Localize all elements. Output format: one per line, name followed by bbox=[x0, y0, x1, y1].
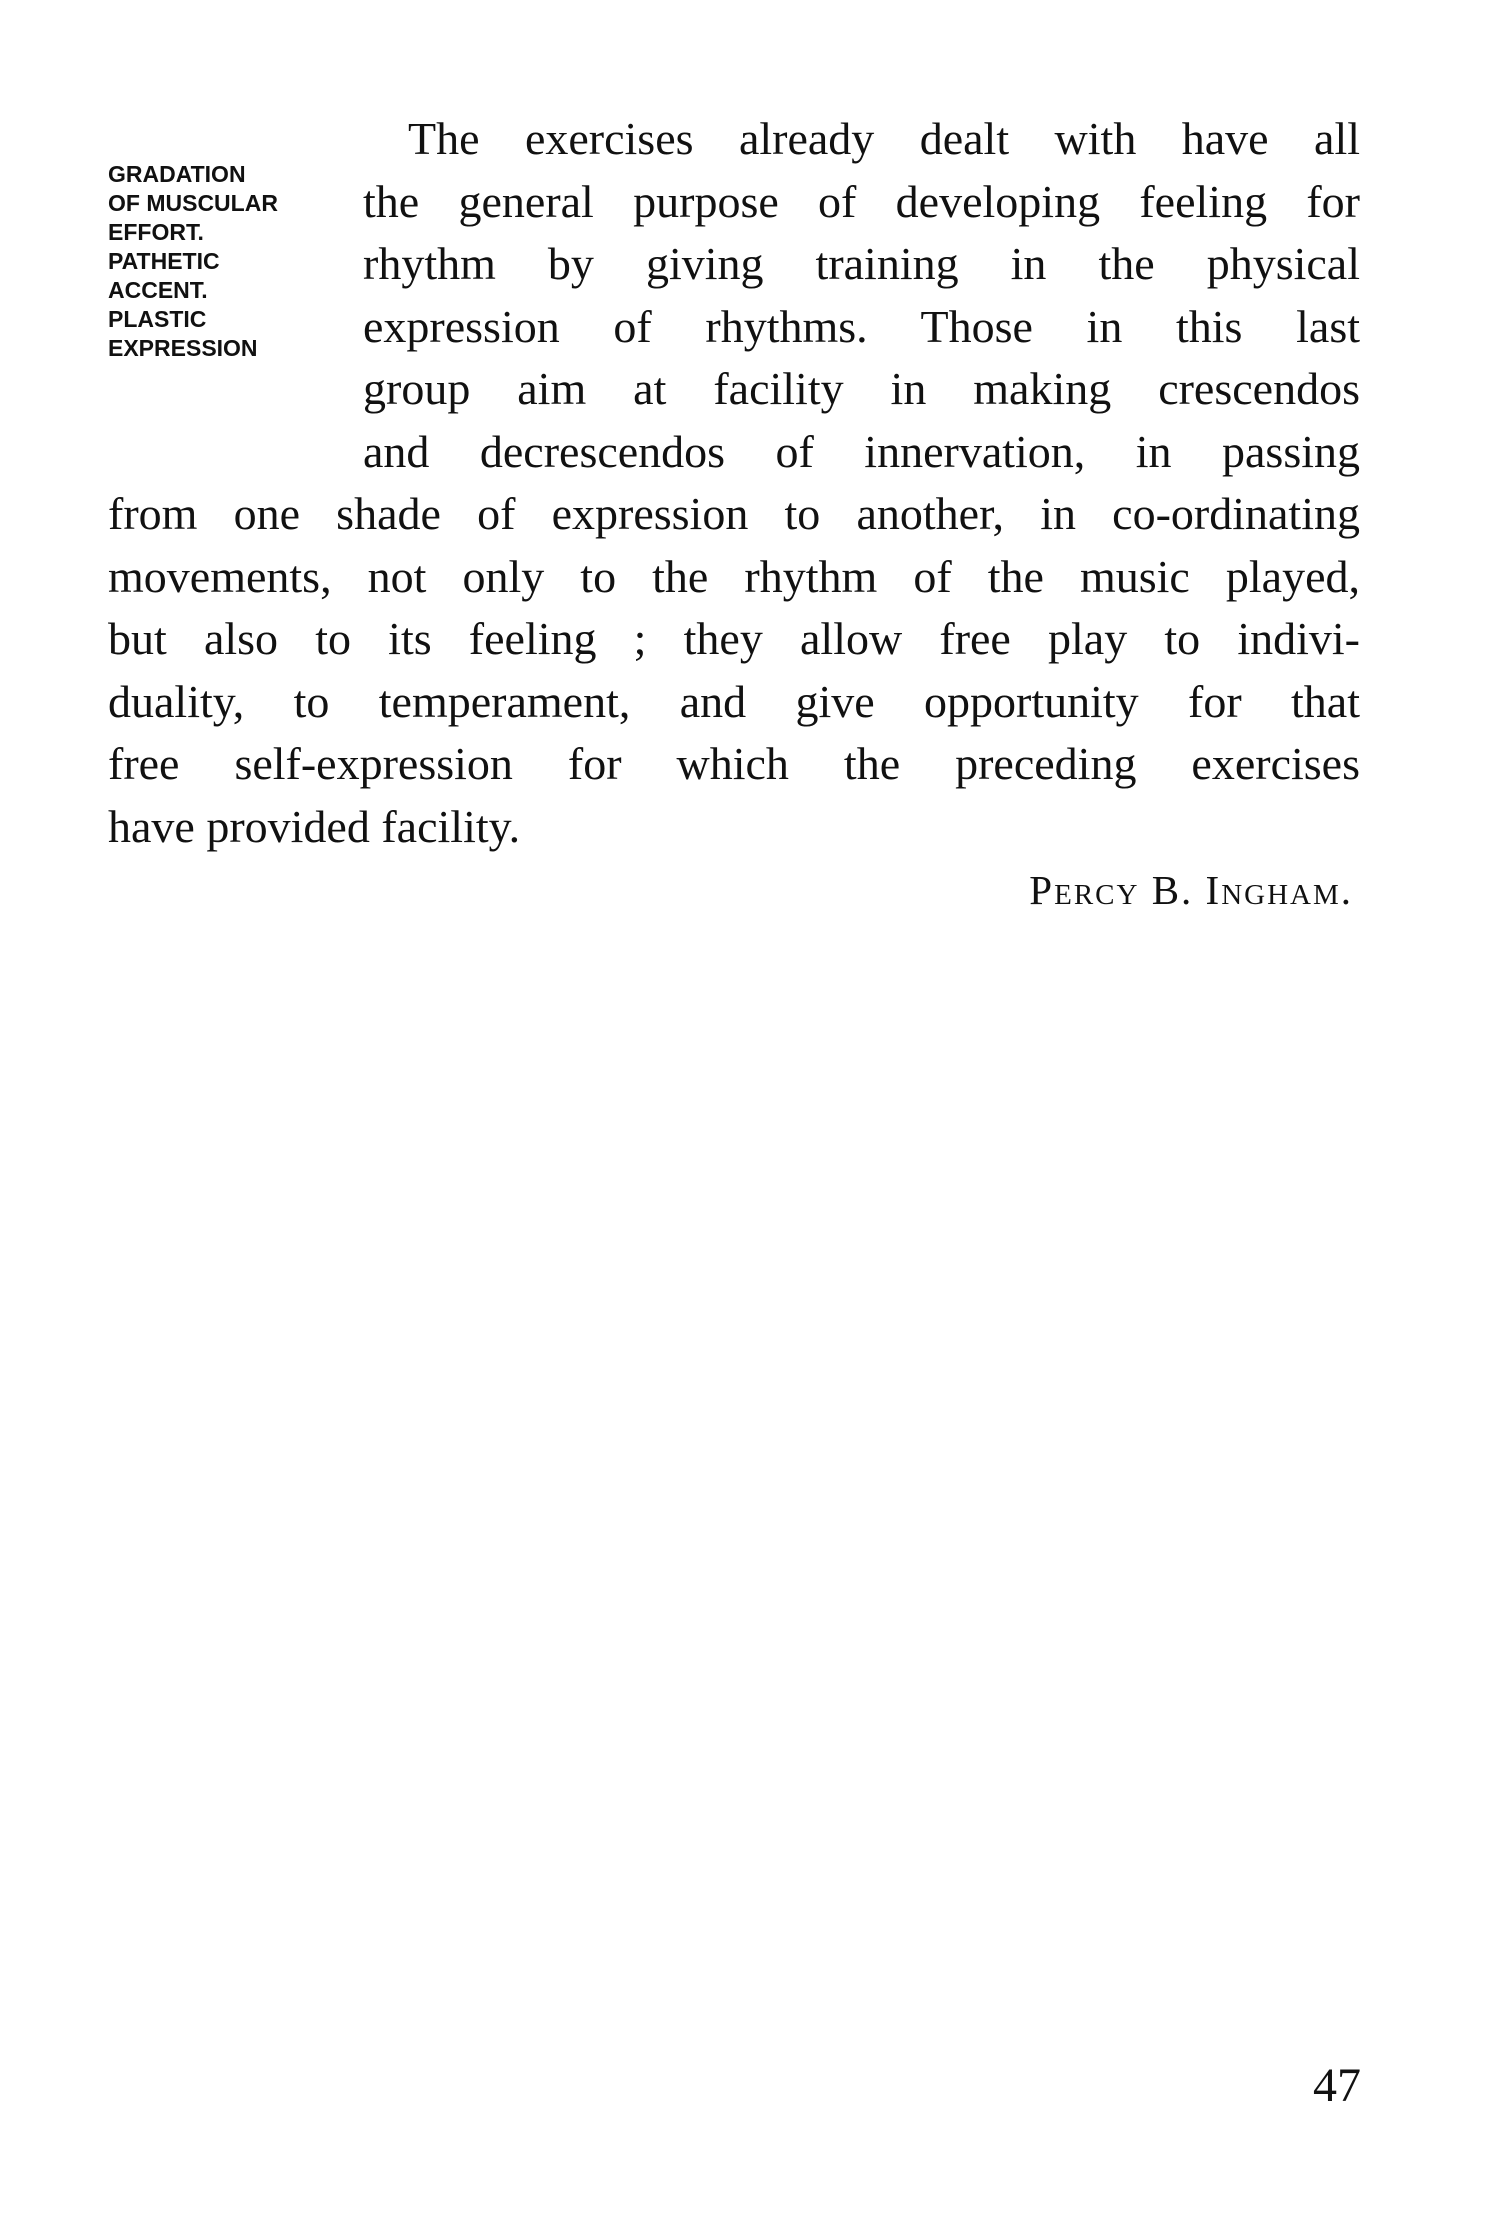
text-line: but also to its feeling ; they allow free play to indivi- bbox=[108, 613, 1360, 664]
sidenote-line: EXPRESSION bbox=[108, 335, 258, 361]
sidenote-line: ACCENT. bbox=[108, 277, 208, 303]
text-line: expression of rhythms. Those in this last bbox=[363, 300, 1360, 352]
text-line: and decrescendos of innervation, in passing bbox=[363, 425, 1360, 477]
text-line: The exercises already dealt with have all bbox=[408, 113, 1360, 164]
sidenote-line: OF MUSCULAR bbox=[108, 190, 278, 216]
sidenote-line: GRADATION bbox=[108, 161, 246, 187]
sidenote-line: EFFORT. bbox=[108, 219, 204, 245]
text-line: have provided facility. bbox=[108, 800, 521, 852]
page-number: 47 bbox=[1313, 2059, 1361, 2112]
text-line: group aim at facility in making crescendos bbox=[363, 363, 1360, 414]
sidenote-line: PATHETIC bbox=[108, 248, 220, 274]
text-line: from one shade of expression to another, in co-ordinating bbox=[108, 488, 1360, 539]
author-signature: Percy B. Ingham. bbox=[1029, 867, 1353, 913]
text-line: the general purpose of developing feeling for bbox=[363, 175, 1360, 227]
text-line: rhythm by giving training in the physical bbox=[363, 238, 1360, 289]
text-line: free self-expression for which the preceding exercises bbox=[108, 738, 1360, 789]
text-line: duality, to temperament, and give opportunity for that bbox=[108, 675, 1360, 727]
body-paragraph bbox=[108, 108, 1360, 858]
sidenote-line: PLASTIC bbox=[108, 306, 207, 332]
text-line: movements, not only to the rhythm of the music played, bbox=[108, 550, 1360, 602]
